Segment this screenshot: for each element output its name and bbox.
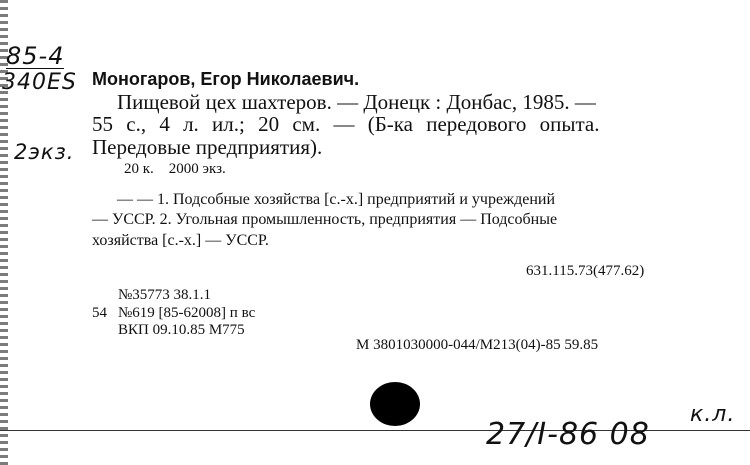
order-prefix: 54 (92, 305, 107, 321)
series-line: Передовые предприятия). (92, 135, 323, 159)
subject-line: — УССР. 2. Угольная промышленность, предприятия — Подсобные (92, 211, 558, 228)
subject-line: — — 1. Подсобные хозяйства [с.-х.] предприятий и учреждений (117, 191, 556, 208)
author-heading: Моногаров, Егор Николаевич. (92, 69, 360, 89)
record-number: №35773 38.1.1 (118, 287, 212, 303)
price-line: 20 к. 2000 экз. (124, 161, 226, 177)
handwritten-inventory-number: 340ES (2, 70, 77, 95)
catalog-code: М 3801030000-044/М213(04)-85 59.85 (356, 337, 599, 353)
handwritten-copies-note: 2экз. (14, 140, 75, 164)
collation-line: 55 с., 4 л. ил.; 20 см. — (Б-ка передового опыта. (92, 112, 600, 136)
handwritten-date: 27/I-86 08 (486, 417, 650, 452)
handwritten-shelf-mark: 85-4 (6, 42, 65, 70)
vkp-line: ВКП 09.10.85 М775 (118, 322, 245, 338)
subject-line: хозяйства [с.-х.] — УССР. (92, 232, 269, 249)
classification-index: 631.115.73(477.62) (526, 263, 645, 279)
title-line: Пищевой цех шахтеров. — Донецк : Донбас, 1985. — (117, 90, 596, 114)
card-punch-hole (370, 382, 420, 426)
order-line: №619 [85-62008] п вс (118, 305, 256, 321)
handwritten-initials: к.л. (690, 402, 736, 427)
